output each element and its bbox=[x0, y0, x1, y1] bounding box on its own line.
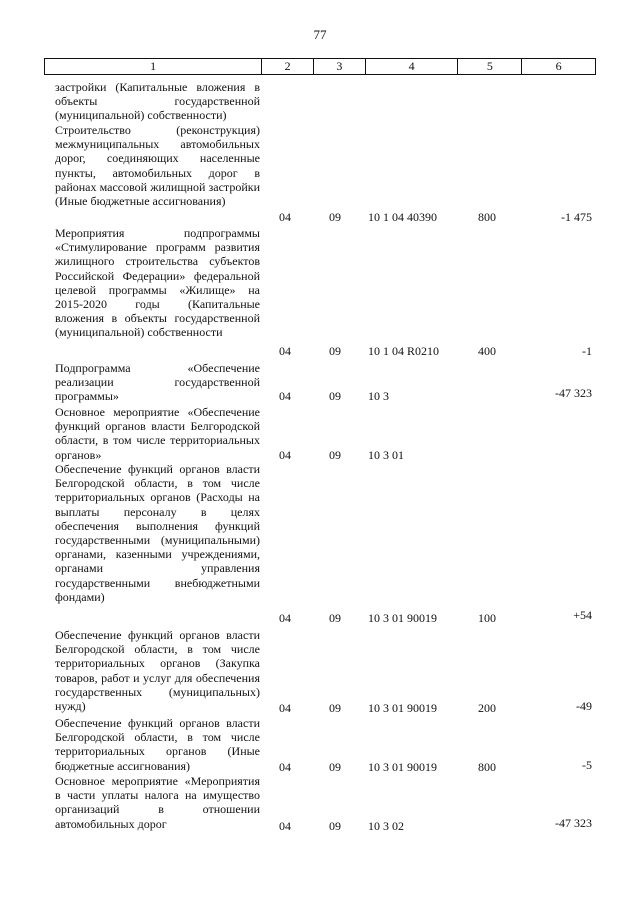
row-target-article: 10 3 01 90019 bbox=[368, 611, 437, 625]
row-subsection: 09 bbox=[329, 760, 341, 774]
row-amount: -49 bbox=[576, 699, 592, 713]
header-col-4: 4 bbox=[366, 59, 459, 74]
row-target-article: 10 1 04 40390 bbox=[368, 210, 437, 224]
row-target-article: 10 3 02 bbox=[368, 819, 404, 833]
row-amount: -47 323 bbox=[555, 386, 592, 400]
row-description: Обеспечение функций органов власти Белгородской области, в том числе территориальных органов (Расходы на выплаты персоналу в целях обеспечения выполнения функций государственными (муниципальными) органами, казенными учреждениями, органами управления государственными внебюджетными фондами) bbox=[55, 462, 260, 604]
row-expense-type: 800 bbox=[478, 760, 496, 774]
row-target-article: 10 1 04 R0210 bbox=[368, 344, 440, 358]
row-description: Основное мероприятие «Мероприятия в части уплаты налога на имущество организаций в отношении автомобильных дорог bbox=[55, 774, 260, 831]
row-expense-type: 100 bbox=[478, 611, 496, 625]
row-target-article: 10 3 bbox=[368, 389, 389, 403]
row-amount: -5 bbox=[582, 758, 592, 772]
row-subsection: 09 bbox=[329, 389, 341, 403]
row-subsection: 09 bbox=[329, 210, 341, 224]
row-section: 04 bbox=[279, 701, 291, 715]
row-subsection: 09 bbox=[329, 611, 341, 625]
row-subsection: 09 bbox=[329, 344, 341, 358]
header-col-5: 5 bbox=[458, 59, 522, 74]
row-description: застройки (Капитальные вложения в объекты государственной (муниципальной) собственности) bbox=[55, 80, 260, 123]
table-header bbox=[44, 58, 596, 75]
row-section: 04 bbox=[279, 344, 291, 358]
row-section: 04 bbox=[279, 760, 291, 774]
row-description: Обеспечение функций органов власти Белгородской области, в том числе территориальных органов (Закупка товаров, работ и услуг для обеспечения государственных (муниципальных) нужд) bbox=[55, 628, 260, 714]
row-section: 04 bbox=[279, 389, 291, 403]
row-amount: -1 475 bbox=[561, 210, 592, 224]
row-section: 04 bbox=[279, 611, 291, 625]
row-description: Подпрограмма «Обеспечение реализации государственной программы» bbox=[55, 361, 260, 404]
row-target-article: 10 3 01 bbox=[368, 448, 404, 462]
row-target-article: 10 3 01 90019 bbox=[368, 760, 437, 774]
row-section: 04 bbox=[279, 448, 291, 462]
row-section: 04 bbox=[279, 210, 291, 224]
row-subsection: 09 bbox=[329, 701, 341, 715]
row-amount: +54 bbox=[573, 608, 592, 622]
row-section: 04 bbox=[279, 819, 291, 833]
page-number: 77 bbox=[313, 27, 327, 42]
row-expense-type: 200 bbox=[478, 701, 496, 715]
row-expense-type: 400 bbox=[478, 344, 496, 358]
header-col-3: 3 bbox=[314, 59, 366, 74]
row-description: Строительство (реконструкция) межмуниципальных автомобильных дорог, соединяющих населенные пункты, автомобильных дорог в районах массовой жилищной застройки (Иные бюджетные ассигнования) bbox=[55, 123, 260, 209]
row-description: Обеспечение функций органов власти Белгородской области, в том числе территориальных органов (Иные бюджетные ассигнования) bbox=[55, 716, 260, 773]
header-col-2: 2 bbox=[262, 59, 314, 74]
header-col-6: 6 bbox=[555, 59, 562, 73]
row-description: Мероприятия подпрограммы «Стимулирование программ развития жилищного строительства субъектов Российской Федерации» федеральной целевой программы «Жилище» на 2015-2020 годы (Капитальные вложения в объекты государственной (муниципальной) собственности bbox=[55, 226, 260, 340]
row-subsection: 09 bbox=[329, 819, 341, 833]
row-subsection: 09 bbox=[329, 448, 341, 462]
row-amount: -1 bbox=[582, 344, 592, 358]
row-amount: -47 323 bbox=[555, 816, 592, 830]
row-target-article: 10 3 01 90019 bbox=[368, 701, 437, 715]
row-expense-type: 800 bbox=[478, 210, 496, 224]
header-col-1: 1 bbox=[45, 59, 262, 74]
row-description: Основное мероприятие «Обеспечение функций органов власти Белгородской области, в том числе территориальных органов» bbox=[55, 405, 260, 462]
